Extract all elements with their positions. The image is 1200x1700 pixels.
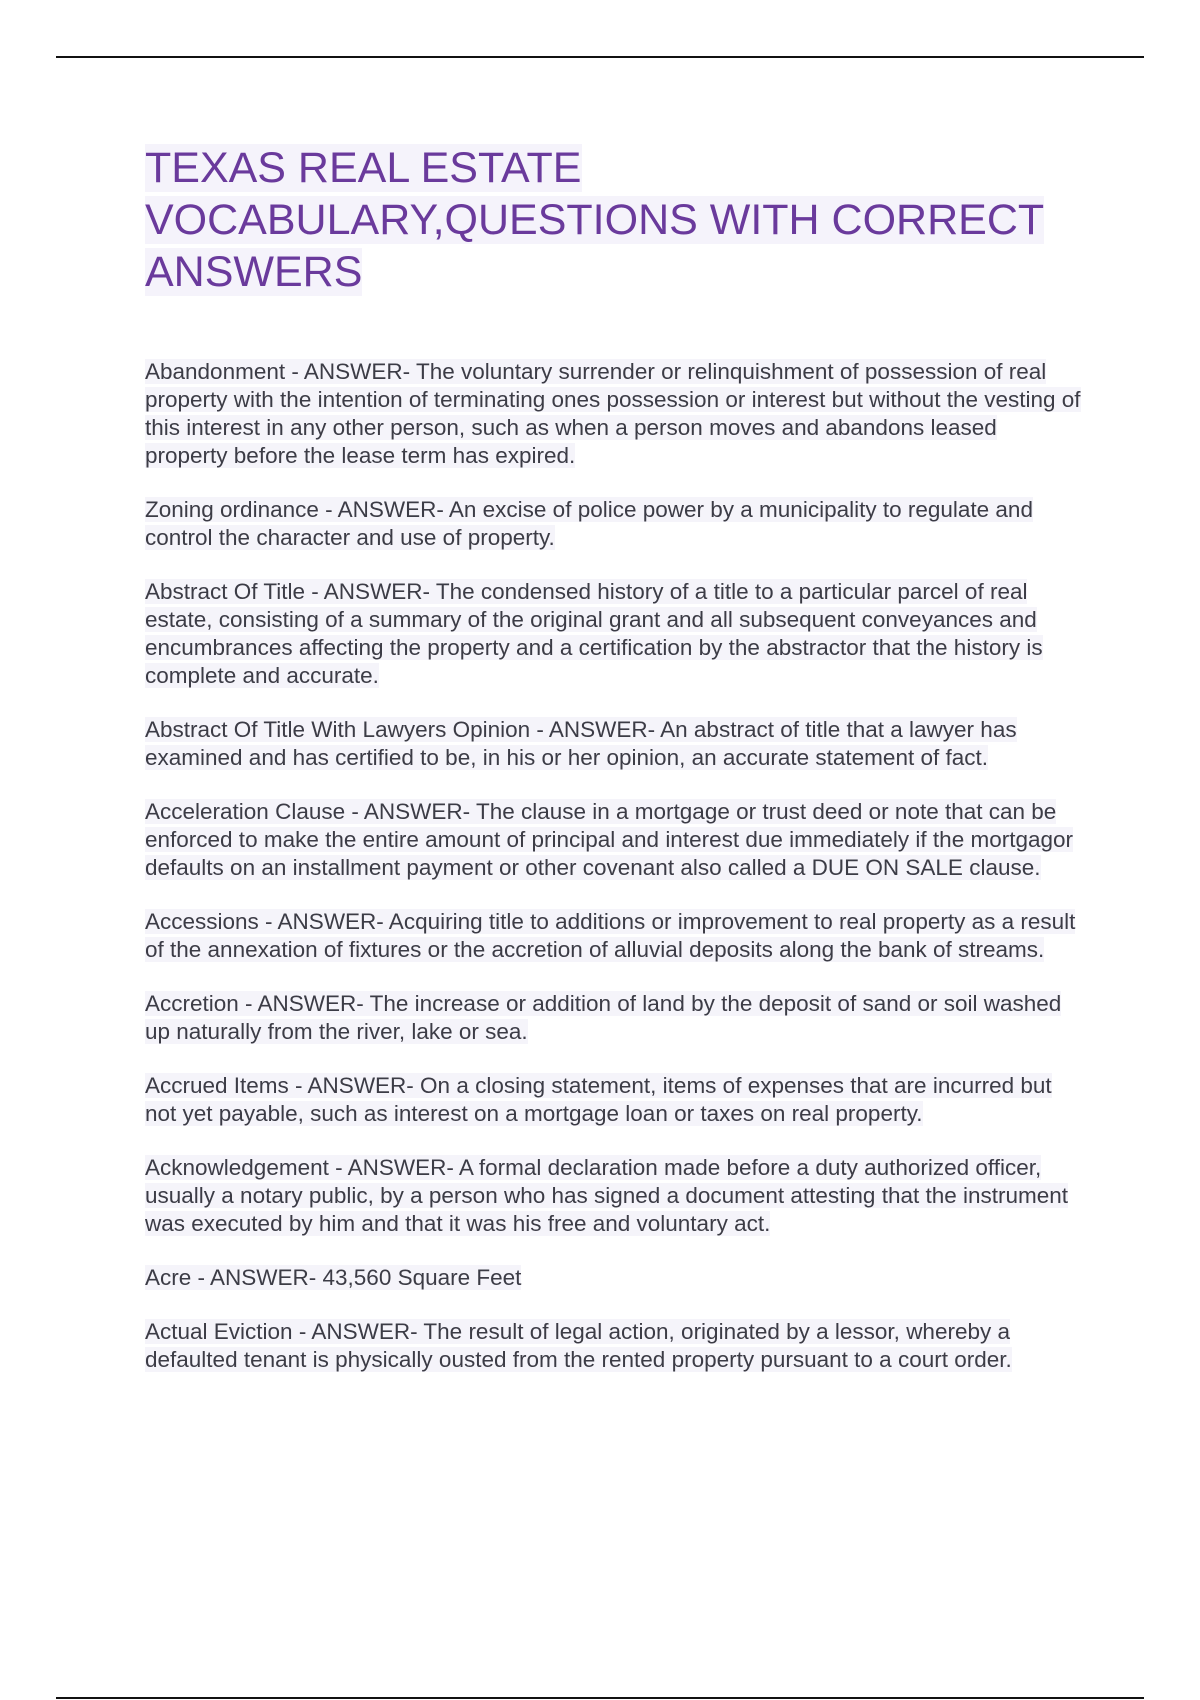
top-divider [56, 56, 1144, 58]
vocab-entry-accrued-items: Accrued Items - ANSWER- On a closing statement, items of expenses that are incurred but not yet payable, such as interest on a mortgage loan or taxes on real property. [145, 1073, 1052, 1126]
vocab-entry-zoning-ordinance: Zoning ordinance - ANSWER- An excise of police power by a municipality to regulate and control the character and use of property. [145, 497, 1033, 550]
vocab-entry-abstract-of-title: Abstract Of Title - ANSWER- The condensed history of a title to a particular parcel of real estate, consisting of a summary of the original grant and all subsequent conveyances and encumbrances affecting the property and a certification by the abstractor that the history is complete and accurate. [145, 579, 1043, 688]
vocab-entry-accessions: Accessions - ANSWER- Acquiring title to additions or improvement to real property as a result of the annexation of fixtures or the accretion of alluvial deposits along the bank of streams. [145, 909, 1076, 962]
vocab-entry-abstract-lawyers-opinion: Abstract Of Title With Lawyers Opinion - ANSWER- An abstract of title that a lawyer has examined and has certified to be, in his or her opinion, an accurate statement of fact. [145, 717, 1017, 770]
vocab-entry-actual-eviction: Actual Eviction - ANSWER- The result of legal action, originated by a lessor, whereby a defaulted tenant is physically ousted from the rented property pursuant to a court order. [145, 1319, 1012, 1372]
vocab-entry-acre: Acre - ANSWER- 43,560 Square Feet [145, 1265, 522, 1290]
vocab-entry-acceleration-clause: Acceleration Clause - ANSWER- The clause in a mortgage or trust deed or note that can be enforced to make the entire amount of principal and interest due immediately if the mortgagor defaults on an installment payment or other covenant also called a DUE ON SALE clause. [145, 799, 1074, 880]
bottom-divider [56, 1697, 1144, 1699]
document-body [145, 142, 1085, 1400]
vocab-entry-abandonment: Abandonment - ANSWER- The voluntary surrender or relinquishment of possession of real property with the intention of terminating ones possession or interest but without the vesting of this interest in any other person, such as when a person moves and abandons leased property before the lease term has expired. [145, 359, 1081, 468]
vocab-entry-acknowledgement: Acknowledgement - ANSWER- A formal declaration made before a duty authorized officer, usually a notary public, by a person who has signed a document attesting that the instrument was executed by him and that it was his free and voluntary act. [145, 1155, 1069, 1236]
document-title: TEXAS REAL ESTATE VOCABULARY,QUESTIONS WITH CORRECT ANSWERS [145, 144, 1045, 296]
vocab-entry-accretion: Accretion - ANSWER- The increase or addition of land by the deposit of sand or soil washed up naturally from the river, lake or sea. [145, 991, 1062, 1044]
